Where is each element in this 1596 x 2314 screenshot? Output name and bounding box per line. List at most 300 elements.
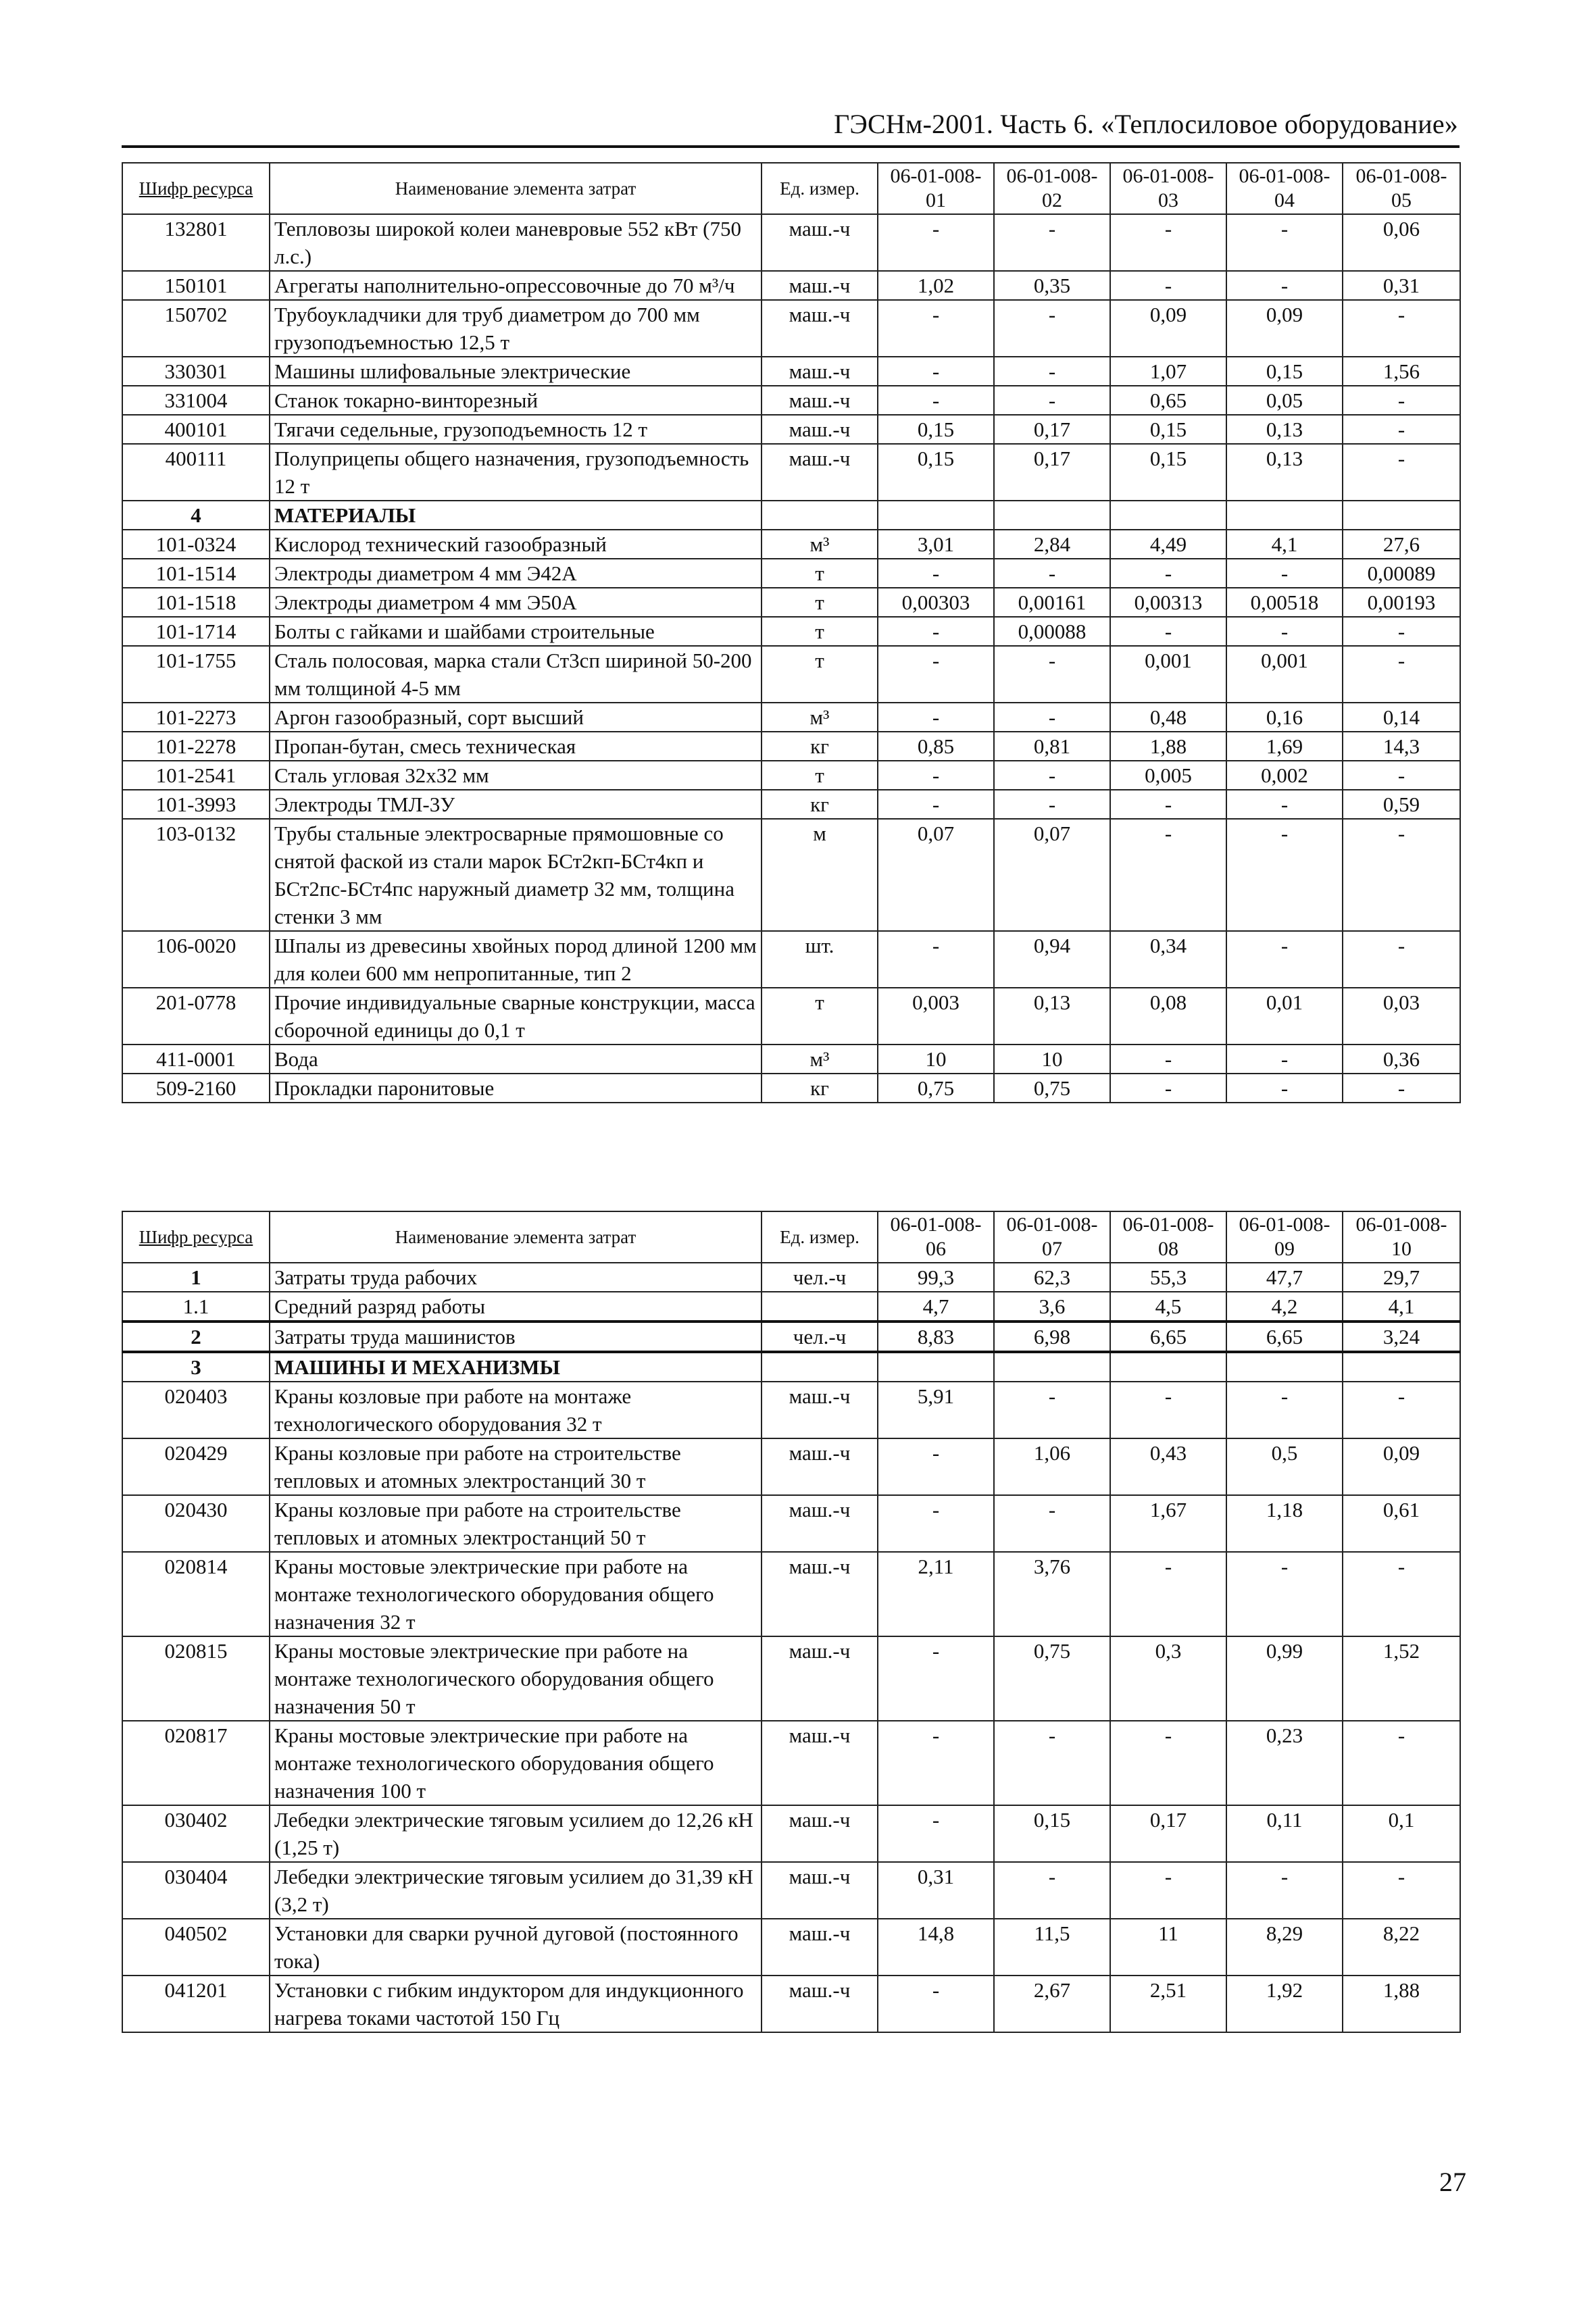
cost-element-name: Прокладки паронитовые <box>270 1074 762 1103</box>
unit-of-measure: м³ <box>762 703 878 732</box>
norm-value: 0,23 <box>1226 1721 1343 1805</box>
table-row <box>122 931 1460 988</box>
unit-of-measure: чел.-ч <box>762 1322 878 1352</box>
norm-value: 0,75 <box>878 1074 994 1103</box>
resource-code: 330301 <box>122 357 270 386</box>
norm-value: 0,15 <box>1110 444 1226 501</box>
norm-value: 3,01 <box>878 530 994 559</box>
norm-value: 0,07 <box>994 819 1110 931</box>
section-row <box>122 501 1460 530</box>
resource-code: 101-1714 <box>122 617 270 646</box>
norm-value: 0,43 <box>1110 1438 1226 1495</box>
norm-value: 0,15 <box>994 1805 1110 1862</box>
resource-code: 030404 <box>122 1862 270 1919</box>
norm-value: 0,00089 <box>1343 559 1460 588</box>
resource-code: 2 <box>122 1322 270 1352</box>
norm-value: - <box>878 617 994 646</box>
norm-value: 0,15 <box>1226 357 1343 386</box>
cost-element-name: Электроды диаметром 4 мм Э50А <box>270 588 762 617</box>
unit-of-measure: маш.-ч <box>762 357 878 386</box>
cost-element-name: Трубы стальные электросварные прямошовные со снятой фаской из стали марок БСт2кп-БСт4кп и БСт2пс-БСт4пс наружный диаметр 32 мм, толщина стенки 3 мм <box>270 819 762 931</box>
resource-code: 020817 <box>122 1721 270 1805</box>
unit-of-measure: маш.-ч <box>762 444 878 501</box>
norm-value: 8,83 <box>878 1322 994 1352</box>
table-row <box>122 559 1460 588</box>
resource-code: 030402 <box>122 1805 270 1862</box>
norm-value: 0,14 <box>1343 703 1460 732</box>
norm-value: 3,6 <box>994 1292 1110 1322</box>
running-header: ГЭСНм-2001. Часть 6. «Теплосиловое оборудование» <box>834 109 1458 139</box>
norm-value: 0,17 <box>994 415 1110 444</box>
norm-value: 0,31 <box>878 1862 994 1919</box>
table-row <box>122 1322 1460 1352</box>
norm-value: 0,36 <box>1343 1045 1460 1074</box>
norm-value: - <box>1226 214 1343 271</box>
norm-value: 1,52 <box>1343 1636 1460 1721</box>
norm-value: 5,91 <box>878 1382 994 1438</box>
norm-value: 4,2 <box>1226 1292 1343 1322</box>
norm-value: 0,85 <box>878 732 994 761</box>
norm-value <box>1110 501 1226 530</box>
norm-value: 0,00303 <box>878 588 994 617</box>
norm-value: - <box>1226 819 1343 931</box>
norm-value: - <box>878 559 994 588</box>
cost-element-name: Сталь угловая 32х32 мм <box>270 761 762 790</box>
norm-value <box>994 1352 1110 1382</box>
norm-value: - <box>1343 1862 1460 1919</box>
norm-value: - <box>994 386 1110 415</box>
unit-of-measure: м³ <box>762 1045 878 1074</box>
norm-value: 6,65 <box>1110 1322 1226 1352</box>
resource-code: 331004 <box>122 386 270 415</box>
norm-value: - <box>994 761 1110 790</box>
table-row <box>122 1721 1460 1805</box>
resource-code: 4 <box>122 501 270 530</box>
unit-of-measure: маш.-ч <box>762 1382 878 1438</box>
norm-value <box>1226 1352 1343 1382</box>
norm-value: - <box>1343 931 1460 988</box>
norm-value <box>878 501 994 530</box>
norm-value: 0,3 <box>1110 1636 1226 1721</box>
norm-value: 0,05 <box>1226 386 1343 415</box>
norm-value: - <box>1343 1721 1460 1805</box>
norm-value: - <box>878 1721 994 1805</box>
table-row <box>122 1438 1460 1495</box>
norm-value: 2,51 <box>1110 1976 1226 2032</box>
header-rule <box>122 145 1460 148</box>
norm-value: 0,06 <box>1343 214 1460 271</box>
header-unit: Ед. измер. <box>762 163 878 214</box>
norm-value: 0,005 <box>1110 761 1226 790</box>
norm-value: - <box>1110 1045 1226 1074</box>
norm-value: 0,01 <box>1226 988 1343 1045</box>
norm-value: - <box>1110 1721 1226 1805</box>
norm-value: - <box>1110 617 1226 646</box>
table-row <box>122 444 1460 501</box>
norm-value: - <box>878 214 994 271</box>
table-row <box>122 1382 1460 1438</box>
header-code: Шифр ресурса <box>122 1211 270 1263</box>
resource-code: 201-0778 <box>122 988 270 1045</box>
norm-value: 0,09 <box>1343 1438 1460 1495</box>
cost-element-name: Краны мостовые электрические при работе на монтаже технологического оборудования общего назначения 100 т <box>270 1721 762 1805</box>
cost-element-name: Электроды ТМЛ-3У <box>270 790 762 819</box>
norm-value: 0,13 <box>1226 444 1343 501</box>
norm-value: 62,3 <box>994 1263 1110 1292</box>
header-col: 06-01-008-02 <box>994 163 1110 214</box>
cost-element-name: Машины шлифовальные электрические <box>270 357 762 386</box>
norm-value: 0,15 <box>878 444 994 501</box>
norm-value: - <box>994 1862 1110 1919</box>
header-name: Наименование элемента затрат <box>270 1211 762 1263</box>
resource-code: 101-3993 <box>122 790 270 819</box>
norm-value: 0,31 <box>1343 271 1460 300</box>
unit-of-measure: маш.-ч <box>762 386 878 415</box>
norm-value: 0,00088 <box>994 617 1110 646</box>
norm-value: 0,03 <box>1343 988 1460 1045</box>
norm-value: 0,65 <box>1110 386 1226 415</box>
unit-of-measure: кг <box>762 732 878 761</box>
norm-value: 0,09 <box>1110 300 1226 357</box>
norm-value: 0,75 <box>994 1636 1110 1721</box>
table-row <box>122 703 1460 732</box>
header-col: 06-01-008-01 <box>878 163 994 214</box>
resource-code: 1.1 <box>122 1292 270 1322</box>
norm-value: 0,002 <box>1226 761 1343 790</box>
unit-of-measure <box>762 501 878 530</box>
norm-value: - <box>878 703 994 732</box>
norm-value: 0,15 <box>1110 415 1226 444</box>
norm-value: 0,13 <box>1226 415 1343 444</box>
resource-code: 106-0020 <box>122 931 270 988</box>
norm-value: - <box>1343 646 1460 703</box>
resource-code: 150702 <box>122 300 270 357</box>
table-row <box>122 300 1460 357</box>
cost-element-name: Затраты труда рабочих <box>270 1263 762 1292</box>
table-row <box>122 357 1460 386</box>
norm-value: 0,17 <box>994 444 1110 501</box>
table-row <box>122 617 1460 646</box>
norm-value: 2,67 <box>994 1976 1110 2032</box>
norm-value: - <box>1110 1862 1226 1919</box>
cost-element-name: Шпалы из древесины хвойных пород длиной 1200 мм для колеи 600 мм непропитанные, тип 2 <box>270 931 762 988</box>
cost-element-name: МАШИНЫ И МЕХАНИЗМЫ <box>270 1352 762 1382</box>
norm-value: - <box>878 1636 994 1721</box>
norm-value: - <box>878 931 994 988</box>
resource-table-1 <box>122 162 1461 1103</box>
norm-value: - <box>994 703 1110 732</box>
norm-value: 1,92 <box>1226 1976 1343 2032</box>
norm-value: - <box>878 646 994 703</box>
unit-of-measure: маш.-ч <box>762 271 878 300</box>
table-row <box>122 530 1460 559</box>
unit-of-measure: м³ <box>762 530 878 559</box>
norm-value: 14,3 <box>1343 732 1460 761</box>
norm-value <box>1343 1352 1460 1382</box>
norm-value: 3,24 <box>1343 1322 1460 1352</box>
table-header-row <box>122 163 1460 214</box>
header-col: 06-01-008-07 <box>994 1211 1110 1263</box>
norm-value: 0,59 <box>1343 790 1460 819</box>
header-col: 06-01-008-04 <box>1226 163 1343 214</box>
norm-value: 1,02 <box>878 271 994 300</box>
norm-value: - <box>1110 1382 1226 1438</box>
norm-value: - <box>878 1495 994 1552</box>
norm-value: - <box>994 1721 1110 1805</box>
unit-of-measure: т <box>762 761 878 790</box>
norm-value: 0,35 <box>994 271 1110 300</box>
norm-value: - <box>994 1382 1110 1438</box>
table-row <box>122 1263 1460 1292</box>
norm-value: 0,08 <box>1110 988 1226 1045</box>
resource-code: 509-2160 <box>122 1074 270 1103</box>
unit-of-measure: маш.-ч <box>762 1976 878 2032</box>
norm-value: - <box>1343 617 1460 646</box>
norm-value: - <box>1226 1862 1343 1919</box>
unit-of-measure: маш.-ч <box>762 300 878 357</box>
norm-value: - <box>1110 819 1226 931</box>
resource-code: 1 <box>122 1263 270 1292</box>
cost-element-name: Краны мостовые электрические при работе на монтаже технологического оборудования общего назначения 50 т <box>270 1636 762 1721</box>
resource-code: 101-1518 <box>122 588 270 617</box>
header-name: Наименование элемента затрат <box>270 163 762 214</box>
cost-element-name: Полуприцепы общего назначения, грузоподъемность 12 т <box>270 444 762 501</box>
resource-table-2 <box>122 1211 1461 2033</box>
cost-element-name: Краны козловые при работе на строительстве тепловых и атомных электростанций 30 т <box>270 1438 762 1495</box>
unit-of-measure: маш.-ч <box>762 1862 878 1919</box>
norm-value: 0,13 <box>994 988 1110 1045</box>
header-col: 06-01-008-10 <box>1343 1211 1460 1263</box>
norm-value <box>878 1352 994 1382</box>
norm-value: - <box>1226 617 1343 646</box>
norm-value: 10 <box>878 1045 994 1074</box>
norm-value: 1,88 <box>1343 1976 1460 2032</box>
norm-value: - <box>878 357 994 386</box>
norm-value: 1,69 <box>1226 732 1343 761</box>
norm-value: 11 <box>1110 1919 1226 1976</box>
norm-value: 10 <box>994 1045 1110 1074</box>
norm-value: 4,1 <box>1343 1292 1460 1322</box>
norm-value: 3,76 <box>994 1552 1110 1636</box>
norm-value: - <box>1343 761 1460 790</box>
cost-element-name: Прочие индивидуальные сварные конструкции, масса сборочной единицы до 0,1 т <box>270 988 762 1045</box>
table-row <box>122 386 1460 415</box>
unit-of-measure: маш.-ч <box>762 1438 878 1495</box>
cost-element-name: Болты с гайками и шайбами строительные <box>270 617 762 646</box>
norm-value: - <box>1110 1074 1226 1103</box>
table-header-row <box>122 1211 1460 1263</box>
norm-value: 0,07 <box>878 819 994 931</box>
cost-element-name: Затраты труда машинистов <box>270 1322 762 1352</box>
norm-value: - <box>1110 214 1226 271</box>
norm-value: - <box>878 761 994 790</box>
table-row <box>122 1074 1460 1103</box>
table-row <box>122 214 1460 271</box>
resource-code: 132801 <box>122 214 270 271</box>
norm-value: 29,7 <box>1343 1263 1460 1292</box>
norm-value: 0,003 <box>878 988 994 1045</box>
norm-value: 0,61 <box>1343 1495 1460 1552</box>
resource-code: 103-0132 <box>122 819 270 931</box>
resource-code: 400111 <box>122 444 270 501</box>
cost-element-name: Кислород технический газообразный <box>270 530 762 559</box>
norm-value: 2,11 <box>878 1552 994 1636</box>
table-row <box>122 988 1460 1045</box>
norm-value: - <box>1343 1074 1460 1103</box>
norm-value: 0,001 <box>1226 646 1343 703</box>
norm-value: - <box>994 1495 1110 1552</box>
resource-code: 101-2273 <box>122 703 270 732</box>
norm-value: 8,22 <box>1343 1919 1460 1976</box>
unit-of-measure: маш.-ч <box>762 415 878 444</box>
norm-value: - <box>878 386 994 415</box>
unit-of-measure <box>762 1292 878 1322</box>
cost-element-name: Станок токарно-винторезный <box>270 386 762 415</box>
norm-value: - <box>1226 1382 1343 1438</box>
norm-value: - <box>1110 271 1226 300</box>
norm-value: 0,75 <box>994 1074 1110 1103</box>
norm-value: - <box>878 300 994 357</box>
cost-element-name: МАТЕРИАЛЫ <box>270 501 762 530</box>
norm-value: - <box>878 1438 994 1495</box>
table-row <box>122 588 1460 617</box>
norm-value: 0,81 <box>994 732 1110 761</box>
resource-code: 040502 <box>122 1919 270 1976</box>
norm-value: - <box>1343 386 1460 415</box>
norm-value: - <box>1343 444 1460 501</box>
table-row <box>122 646 1460 703</box>
norm-value <box>1343 501 1460 530</box>
norm-value: - <box>1226 559 1343 588</box>
norm-value: - <box>1343 819 1460 931</box>
table-row <box>122 271 1460 300</box>
table-row <box>122 732 1460 761</box>
norm-value: 1,07 <box>1110 357 1226 386</box>
norm-value: 0,99 <box>1226 1636 1343 1721</box>
unit-of-measure: маш.-ч <box>762 1636 878 1721</box>
cost-element-name: Лебедки электрические тяговым усилием до 31,39 кН (3,2 т) <box>270 1862 762 1919</box>
header-code: Шифр ресурса <box>122 163 270 214</box>
norm-value: 0,5 <box>1226 1438 1343 1495</box>
norm-value: - <box>878 1976 994 2032</box>
resource-code: 101-0324 <box>122 530 270 559</box>
unit-of-measure: кг <box>762 1074 878 1103</box>
resource-code: 400101 <box>122 415 270 444</box>
cost-element-name: Аргон газообразный, сорт высший <box>270 703 762 732</box>
norm-value: 1,67 <box>1110 1495 1226 1552</box>
unit-of-measure: т <box>762 588 878 617</box>
norm-value: 0,09 <box>1226 300 1343 357</box>
norm-value: - <box>1110 790 1226 819</box>
unit-of-measure: маш.-ч <box>762 1495 878 1552</box>
norm-value: 0,15 <box>878 415 994 444</box>
unit-of-measure: чел.-ч <box>762 1263 878 1292</box>
norm-value: 1,18 <box>1226 1495 1343 1552</box>
cost-element-name: Сталь полосовая, марка стали Ст3сп шириной 50-200 мм толщиной 4-5 мм <box>270 646 762 703</box>
resource-code: 101-2541 <box>122 761 270 790</box>
cost-element-name: Установки для сварки ручной дуговой (постоянного тока) <box>270 1919 762 1976</box>
resource-code: 020814 <box>122 1552 270 1636</box>
norm-value: - <box>1226 790 1343 819</box>
table-row <box>122 1292 1460 1322</box>
page-number: 27 <box>1439 2167 1466 2197</box>
norm-value: - <box>1343 1552 1460 1636</box>
norm-value: 0,00313 <box>1110 588 1226 617</box>
norm-value: 55,3 <box>1110 1263 1226 1292</box>
norm-value: 0,94 <box>994 931 1110 988</box>
header-col: 06-01-008-03 <box>1110 163 1226 214</box>
norm-value: 27,6 <box>1343 530 1460 559</box>
table-row <box>122 415 1460 444</box>
norm-value: 0,17 <box>1110 1805 1226 1862</box>
norm-value: 0,00518 <box>1226 588 1343 617</box>
norm-value: 8,29 <box>1226 1919 1343 1976</box>
unit-of-measure: шт. <box>762 931 878 988</box>
cost-element-name: Пропан-бутан, смесь техническая <box>270 732 762 761</box>
norm-value: 1,88 <box>1110 732 1226 761</box>
norm-value: 6,98 <box>994 1322 1110 1352</box>
unit-of-measure: маш.-ч <box>762 214 878 271</box>
norm-value: 1,06 <box>994 1438 1110 1495</box>
norm-value: 4,5 <box>1110 1292 1226 1322</box>
norm-value: - <box>1226 931 1343 988</box>
norm-value: 0,1 <box>1343 1805 1460 1862</box>
cost-element-name: Трубоукладчики для труб диаметром до 700 мм грузоподъемностью 12,5 т <box>270 300 762 357</box>
norm-value: 4,1 <box>1226 530 1343 559</box>
cost-element-name: Краны мостовые электрические при работе на монтаже технологического оборудования общего назначения 32 т <box>270 1552 762 1636</box>
unit-of-measure: м <box>762 819 878 931</box>
norm-value: - <box>1110 559 1226 588</box>
norm-value: 0,00161 <box>994 588 1110 617</box>
resource-code: 411-0001 <box>122 1045 270 1074</box>
norm-value: - <box>994 214 1110 271</box>
resource-code: 101-2278 <box>122 732 270 761</box>
norm-value <box>994 501 1110 530</box>
table-row <box>122 819 1460 931</box>
unit-of-measure <box>762 1352 878 1382</box>
norm-value: - <box>1343 300 1460 357</box>
norm-value: - <box>1110 1552 1226 1636</box>
unit-of-measure: т <box>762 988 878 1045</box>
section-row <box>122 1352 1460 1382</box>
norm-value: 6,65 <box>1226 1322 1343 1352</box>
resource-code: 101-1514 <box>122 559 270 588</box>
norm-value: 0,34 <box>1110 931 1226 988</box>
header-unit: Ед. измер. <box>762 1211 878 1263</box>
norm-value: - <box>1226 271 1343 300</box>
resource-code: 020429 <box>122 1438 270 1495</box>
header-col: 06-01-008-09 <box>1226 1211 1343 1263</box>
norm-value: 11,5 <box>994 1919 1110 1976</box>
cost-element-name: Средний разряд работы <box>270 1292 762 1322</box>
cost-element-name: Агрегаты наполнительно-опрессовочные до 70 м³/ч <box>270 271 762 300</box>
norm-value <box>1110 1352 1226 1382</box>
unit-of-measure: маш.-ч <box>762 1805 878 1862</box>
norm-value: 0,48 <box>1110 703 1226 732</box>
norm-value: - <box>994 300 1110 357</box>
unit-of-measure: т <box>762 559 878 588</box>
table-row <box>122 1919 1460 1976</box>
table-row <box>122 1045 1460 1074</box>
unit-of-measure: т <box>762 617 878 646</box>
table-row <box>122 790 1460 819</box>
unit-of-measure: маш.-ч <box>762 1721 878 1805</box>
norm-value: - <box>1226 1552 1343 1636</box>
norm-value: - <box>878 790 994 819</box>
cost-element-name: Лебедки электрические тяговым усилием до 12,26 кН (1,25 т) <box>270 1805 762 1862</box>
norm-value: - <box>994 790 1110 819</box>
norm-value: - <box>994 559 1110 588</box>
